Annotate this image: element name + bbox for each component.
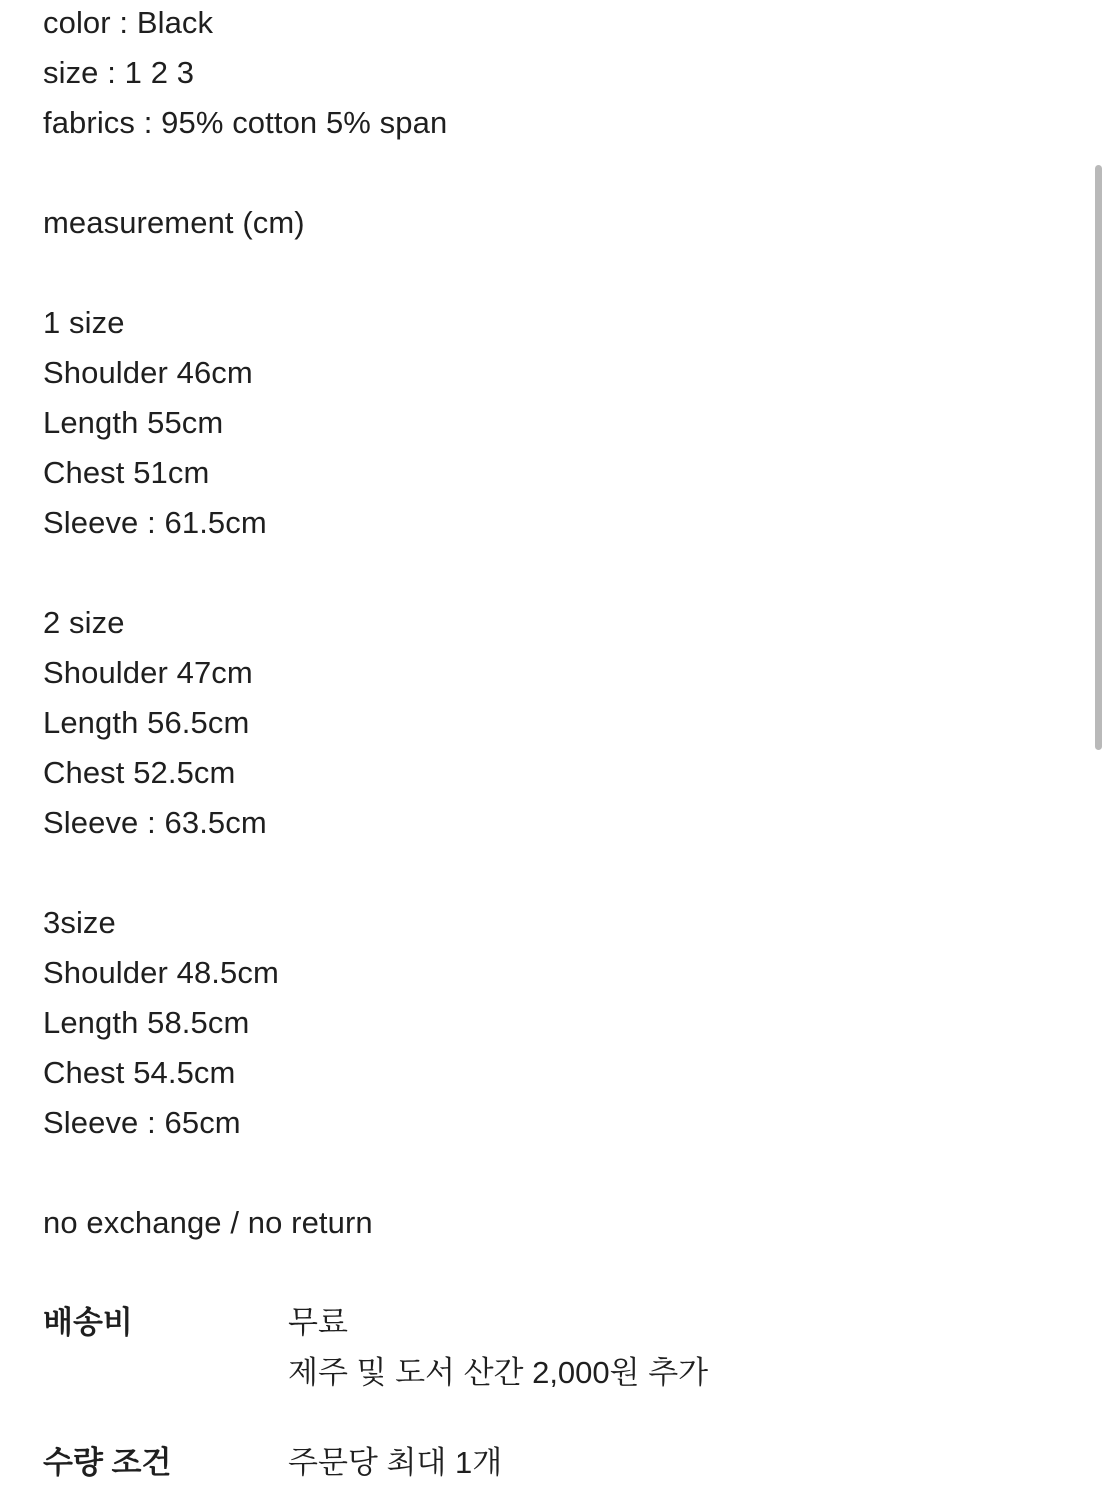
shoulder-text: Shoulder 46cm <box>43 355 253 390</box>
product-description <box>43 0 1043 1488</box>
size-name: 3size <box>43 905 116 940</box>
quantity-label: 수량 조건 <box>43 1445 172 1480</box>
shipping-extra-text: 제주 및 도서 산간 2,000원 추가 <box>288 1355 709 1390</box>
spacer <box>43 148 1043 198</box>
spacer <box>43 1148 1043 1198</box>
sleeve-text: Sleeve : 61.5cm <box>43 505 267 540</box>
spacer <box>43 548 1043 598</box>
spacer <box>43 1248 1043 1298</box>
spacer <box>43 248 1043 298</box>
shipping-label: 배송비 <box>43 1305 133 1340</box>
shipping-values <box>288 1298 708 1398</box>
size-block-1 <box>43 298 1043 548</box>
shipping-row <box>43 1298 1043 1398</box>
fabrics-text: fabrics : 95% cotton 5% span <box>43 105 448 140</box>
quantity-limit-text: 주문당 최대 1개 <box>288 1445 503 1480</box>
measurement-title: measurement (cm) <box>43 205 305 240</box>
sleeve-text: Sleeve : 63.5cm <box>43 805 267 840</box>
sleeve-text: Sleeve : 65cm <box>43 1105 241 1140</box>
shoulder-text: Shoulder 47cm <box>43 655 253 690</box>
return-policy-text: no exchange / no return <box>43 1205 373 1240</box>
quantity-row <box>43 1438 1043 1488</box>
shoulder-text: Shoulder 48.5cm <box>43 955 279 990</box>
shipping-free-text: 무료 <box>288 1305 348 1340</box>
size-name: 2 size <box>43 605 125 640</box>
size-block-2 <box>43 598 1043 848</box>
size-text: size : 1 2 3 <box>43 55 195 90</box>
length-text: Length 58.5cm <box>43 1005 250 1040</box>
length-text: Length 56.5cm <box>43 705 250 740</box>
size-block-3 <box>43 898 1043 1148</box>
chest-text: Chest 52.5cm <box>43 755 236 790</box>
quantity-values <box>288 1438 502 1488</box>
chest-text: Chest 54.5cm <box>43 1055 236 1090</box>
spacer <box>43 848 1043 898</box>
scrollbar[interactable] <box>1095 165 1102 750</box>
spacer <box>43 1398 1043 1438</box>
chest-text: Chest 51cm <box>43 455 210 490</box>
color-text: color : Black <box>43 5 214 40</box>
length-text: Length 55cm <box>43 405 224 440</box>
size-name: 1 size <box>43 305 125 340</box>
